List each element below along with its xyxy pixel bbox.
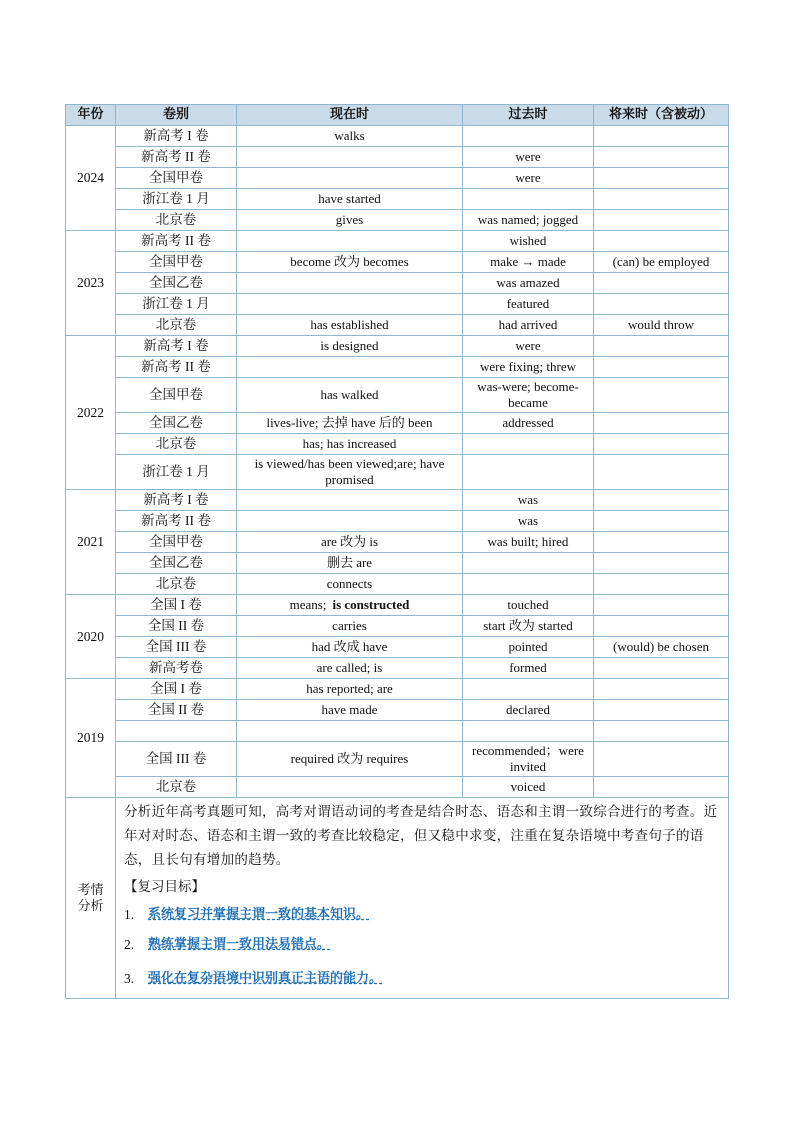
present-tense-cell: walks	[237, 126, 463, 147]
past-tense-cell: were	[463, 168, 594, 189]
goal-item-1	[124, 900, 722, 930]
paper-cell: 浙江卷 1 月	[116, 294, 237, 315]
past-tense-cell: featured	[463, 294, 594, 315]
present-tense-cell	[237, 273, 463, 294]
present-tense-cell: connects	[237, 574, 463, 595]
present-tense-cell: carries	[237, 616, 463, 637]
past-tense-cell: were	[463, 147, 594, 168]
paper-cell	[116, 721, 237, 742]
present-tense-cell: has reported; are	[237, 679, 463, 700]
past-tense-cell	[463, 553, 594, 574]
table-row	[66, 595, 729, 616]
table-row	[66, 574, 729, 595]
past-tense-cell	[463, 189, 594, 210]
future-tense-cell	[594, 231, 729, 252]
present-tense-cell: required 改为 requires	[237, 742, 463, 777]
paper-cell: 北京卷	[116, 434, 237, 455]
future-tense-cell	[594, 168, 729, 189]
past-tense-cell: had arrived	[463, 315, 594, 336]
past-tense-cell: touched	[463, 595, 594, 616]
table-row	[66, 231, 729, 252]
goal-number: 3.	[124, 971, 135, 986]
present-tense-cell: had 改成 have	[237, 637, 463, 658]
future-tense-cell	[594, 616, 729, 637]
year-cell: 2019	[66, 679, 116, 798]
goal-number: 1.	[124, 907, 135, 922]
present-tense-cell	[237, 231, 463, 252]
paper-cell: 新高考 I 卷	[116, 490, 237, 511]
paper-cell: 全国甲卷	[116, 168, 237, 189]
table-row	[66, 679, 729, 700]
paper-cell: 新高考 II 卷	[116, 357, 237, 378]
table-row	[66, 413, 729, 434]
paper-cell: 全国 III 卷	[116, 637, 237, 658]
present-tense-cell: are called; is	[237, 658, 463, 679]
past-tense-cell: formed	[463, 658, 594, 679]
present-tense-cell	[237, 168, 463, 189]
year-cell: 2021	[66, 490, 116, 595]
present-tense-cell	[237, 490, 463, 511]
paper-cell: 新高考卷	[116, 658, 237, 679]
paper-cell: 全国乙卷	[116, 413, 237, 434]
future-tense-cell	[594, 595, 729, 616]
present-tense-cell: is designed	[237, 336, 463, 357]
header-paper: 卷别	[116, 105, 237, 126]
future-tense-cell	[594, 490, 729, 511]
past-tense-cell: was	[463, 490, 594, 511]
future-tense-cell: (would) be chosen	[594, 637, 729, 658]
year-cell: 2020	[66, 595, 116, 679]
present-tense-cell: have made	[237, 700, 463, 721]
review-goals-title: 【复习目标】	[124, 879, 205, 894]
table-row	[66, 777, 729, 798]
future-tense-cell	[594, 336, 729, 357]
header-year: 年份	[66, 105, 116, 126]
exam-summary-table	[65, 104, 729, 999]
table-row	[66, 357, 729, 378]
paper-cell: 浙江卷 1 月	[116, 455, 237, 490]
paper-cell: 全国乙卷	[116, 553, 237, 574]
future-tense-cell	[594, 357, 729, 378]
paper-cell: 全国 II 卷	[116, 616, 237, 637]
table-row	[66, 658, 729, 679]
table-row	[66, 742, 729, 777]
goal-link-2[interactable]: 熟练掌握主谓一致用法易错点。	[148, 937, 331, 952]
paper-cell: 新高考 II 卷	[116, 231, 237, 252]
past-tense-cell: make → made	[463, 252, 594, 273]
paper-cell: 全国甲卷	[116, 378, 237, 413]
year-cell: 2023	[66, 231, 116, 336]
paper-cell: 全国 I 卷	[116, 679, 237, 700]
present-tense-cell	[237, 294, 463, 315]
future-tense-cell	[594, 210, 729, 231]
table-row	[66, 434, 729, 455]
present-tense-cell: gives	[237, 210, 463, 231]
table-row	[66, 315, 729, 336]
future-tense-cell: would throw	[594, 315, 729, 336]
past-tense-cell: was	[463, 511, 594, 532]
present-tense-cell: are 改为 is	[237, 532, 463, 553]
paper-cell: 北京卷	[116, 315, 237, 336]
present-bold-text: is constructed	[332, 597, 410, 612]
header-past-tense: 过去时	[463, 105, 594, 126]
paper-cell: 全国 II 卷	[116, 700, 237, 721]
table-row	[66, 637, 729, 658]
goal-link-3[interactable]: 强化在复杂语境中识别真正主语的能力。	[148, 971, 383, 986]
table-row	[66, 252, 729, 273]
table-row	[66, 126, 729, 147]
past-tense-cell: voiced	[463, 777, 594, 798]
table-row	[66, 189, 729, 210]
paper-cell: 全国甲卷	[116, 532, 237, 553]
table-row	[66, 455, 729, 490]
past-tense-cell: wished	[463, 231, 594, 252]
table-row	[66, 532, 729, 553]
future-tense-cell	[594, 147, 729, 168]
table-row	[66, 294, 729, 315]
goal-number: 2.	[124, 937, 135, 952]
past-tense-cell: were fixing; threw	[463, 357, 594, 378]
table-row	[66, 721, 729, 742]
present-tense-cell: lives-live; 去掉 have 后的 been	[237, 413, 463, 434]
future-tense-cell	[594, 413, 729, 434]
past-tense-cell: were	[463, 336, 594, 357]
table-row	[66, 336, 729, 357]
past-tense-cell: recommended；were invited	[463, 742, 594, 777]
future-tense-cell	[594, 553, 729, 574]
past-tense-cell	[463, 126, 594, 147]
present-tense-cell	[237, 357, 463, 378]
paper-cell: 新高考 I 卷	[116, 126, 237, 147]
table-row	[66, 553, 729, 574]
future-tense-cell	[594, 455, 729, 490]
table-header-row	[66, 105, 729, 126]
present-tense-cell: has walked	[237, 378, 463, 413]
present-tense-cell	[237, 595, 463, 616]
goal-item-2	[124, 930, 722, 960]
header-future-tense: 将来时（含被动）	[594, 105, 729, 126]
future-tense-cell: (can) be employed	[594, 252, 729, 273]
future-tense-cell	[594, 721, 729, 742]
table-row	[66, 147, 729, 168]
future-tense-cell	[594, 434, 729, 455]
past-tense-cell: was built; hired	[463, 532, 594, 553]
paper-cell: 新高考 II 卷	[116, 511, 237, 532]
future-tense-cell	[594, 679, 729, 700]
past-tense-cell: was-were; become-became	[463, 378, 594, 413]
table-row	[66, 210, 729, 231]
paper-cell: 新高考 II 卷	[116, 147, 237, 168]
table-row	[66, 490, 729, 511]
future-tense-cell	[594, 294, 729, 315]
past-tense-cell: declared	[463, 700, 594, 721]
table-row	[66, 511, 729, 532]
future-tense-cell	[594, 126, 729, 147]
future-tense-cell	[594, 273, 729, 294]
paper-cell: 北京卷	[116, 777, 237, 798]
paper-cell: 全国 III 卷	[116, 742, 237, 777]
future-tense-cell	[594, 777, 729, 798]
present-tense-cell: has established	[237, 315, 463, 336]
header-present-tense: 现在时	[237, 105, 463, 126]
future-tense-cell	[594, 658, 729, 679]
present-tense-cell: 删去 are	[237, 553, 463, 574]
present-tense-cell	[237, 777, 463, 798]
future-tense-cell	[594, 574, 729, 595]
past-tense-cell	[463, 679, 594, 700]
past-tense-cell	[463, 721, 594, 742]
present-tense-cell: is viewed/has been viewed;are; have promised	[237, 455, 463, 490]
analysis-paragraph: 分析近年高考真题可知，高考对谓语动词的考查是结合时态、语态和主谓一致综合进行的考查。近年对对时态、语态和主谓一致的考查比较稳定，但又稳中求变，注重在复杂语境中考查句子的语态，且长句有增加的趋势。	[124, 804, 718, 867]
table-row	[66, 616, 729, 637]
paper-cell: 浙江卷 1 月	[116, 189, 237, 210]
analysis-row	[66, 798, 729, 999]
table-row	[66, 273, 729, 294]
present-tense-cell	[237, 147, 463, 168]
present-tense-cell	[237, 511, 463, 532]
year-cell: 2024	[66, 126, 116, 231]
future-tense-cell	[594, 742, 729, 777]
present-tense-cell: become 改为 becomes	[237, 252, 463, 273]
future-tense-cell	[594, 511, 729, 532]
past-tense-cell: was amazed	[463, 273, 594, 294]
paper-cell: 全国乙卷	[116, 273, 237, 294]
present-tense-cell	[237, 721, 463, 742]
past-tense-cell: was named; jogged	[463, 210, 594, 231]
past-tense-cell	[463, 574, 594, 595]
past-tense-cell	[463, 434, 594, 455]
future-tense-cell	[594, 378, 729, 413]
analysis-content	[116, 798, 729, 999]
past-tense-cell: start 改为 started	[463, 616, 594, 637]
future-tense-cell	[594, 700, 729, 721]
past-tense-cell: pointed	[463, 637, 594, 658]
table-row	[66, 700, 729, 721]
table-body	[66, 126, 729, 798]
present-tense-cell: have started	[237, 189, 463, 210]
paper-cell: 新高考 I 卷	[116, 336, 237, 357]
future-tense-cell	[594, 189, 729, 210]
year-cell: 2022	[66, 336, 116, 490]
past-tense-cell: addressed	[463, 413, 594, 434]
present-tense-cell: has; has increased	[237, 434, 463, 455]
future-tense-cell	[594, 532, 729, 553]
present-text: means;	[289, 597, 327, 612]
paper-cell: 北京卷	[116, 210, 237, 231]
paper-cell: 北京卷	[116, 574, 237, 595]
goal-item-3	[124, 964, 722, 994]
past-tense-cell	[463, 455, 594, 490]
goal-link-1[interactable]: 系统复习并掌握主谓一致的基本知识。	[148, 907, 370, 922]
table-row	[66, 378, 729, 413]
analysis-label: 考情 分析	[66, 798, 116, 999]
paper-cell: 全国甲卷	[116, 252, 237, 273]
table-row	[66, 168, 729, 189]
paper-cell: 全国 I 卷	[116, 595, 237, 616]
